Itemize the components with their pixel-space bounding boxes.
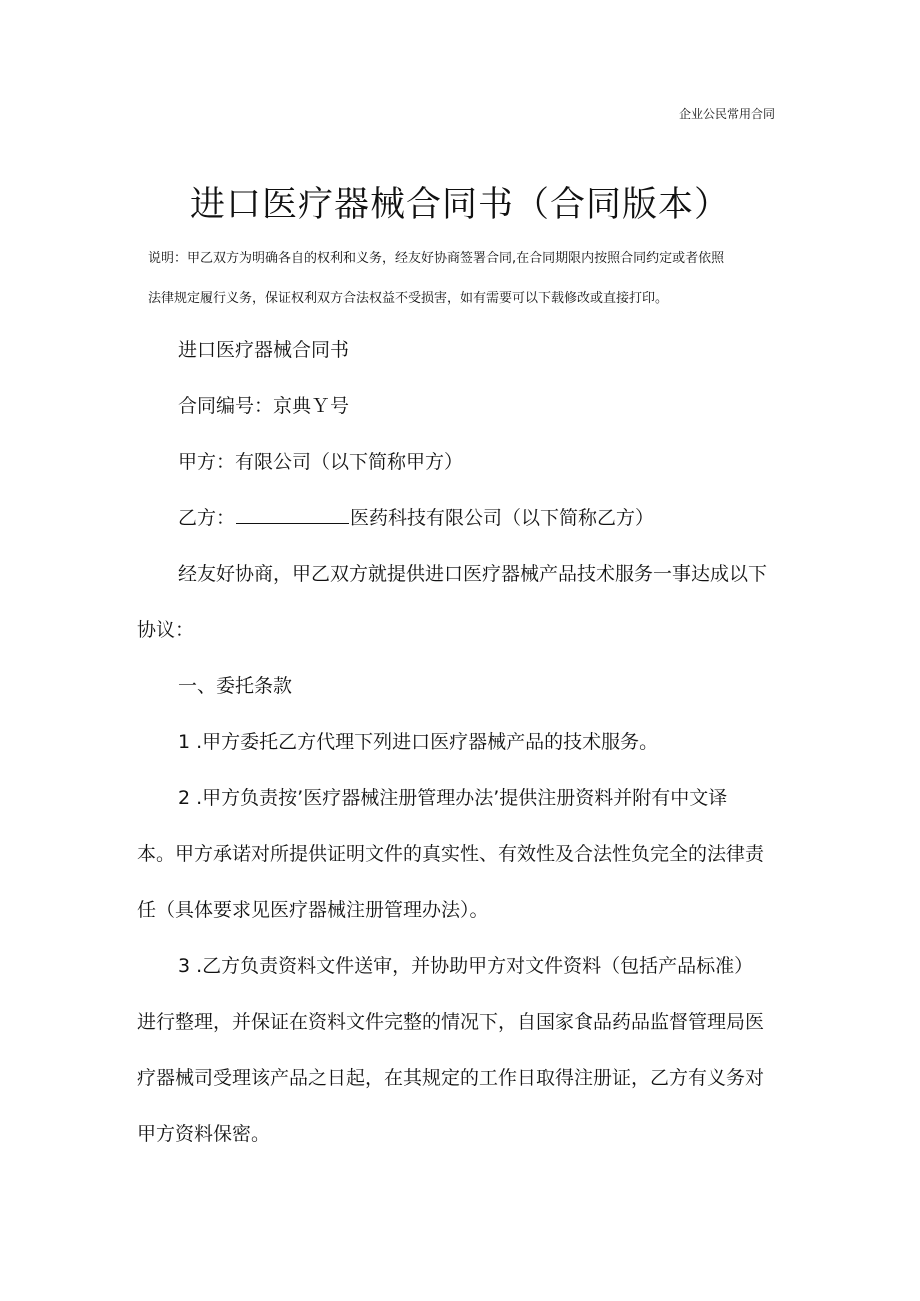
party-b-blank-field <box>236 505 349 524</box>
clause-3-line-3: 疗器械司受理该产品之日起，在其规定的工作日取得注册证，乙方有义务对 <box>137 1067 765 1089</box>
party-b-suffix: 医药科技有限公司（以下简称乙方） <box>350 507 655 529</box>
party-b-prefix: 乙方： <box>178 507 236 529</box>
clause-2-line-1: 2 .甲方负责按’医疗器械注册管理办法’提供注册资料并附有中文译 <box>178 787 728 809</box>
intro-line-1: 经友好协商，甲乙双方就提供进口医疗器械产品技术服务一事达成以下 <box>178 563 768 585</box>
clause-2-line-2: 本。甲方承诺对所提供证明文件的真实性、有效性及合法性负完全的法律责 <box>137 843 765 865</box>
note-line-1: 说明：甲乙双方为明确各自的权利和义务，经友好协商签署合同,在合同期限内按照合同约定或者依照 <box>148 251 725 266</box>
contract-name: 进口医疗器械合同书 <box>178 339 350 361</box>
clause-1: 1 .甲方委托乙方代理下列进口医疗器械产品的技术服务。 <box>178 731 659 753</box>
clause-3-line-4: 甲方资料保密。 <box>137 1123 271 1145</box>
contract-number: 合同编号：京典Ｙ号 <box>178 395 350 417</box>
note-line-2: 法律规定履行义务，保证权利双方合法权益不受损害，如有需要可以下载修改或直接打印。 <box>148 291 669 306</box>
clause-3-line-1: 3 .乙方负责资料文件送审，并协助甲方对文件资料（包括产品标准） <box>178 955 754 977</box>
party-b <box>178 505 654 531</box>
document-title: 进口医疗器械合同书（合同版本） <box>189 185 730 225</box>
section-1-heading: 一、委托条款 <box>178 675 293 697</box>
header-tag: 企业公民常用合同 <box>679 107 776 121</box>
intro-line-2: 协议： <box>137 619 195 641</box>
party-a: 甲方：有限公司（以下简称甲方） <box>178 451 464 473</box>
clause-2-line-3: 任（具体要求见医疗器械注册管理办法）。 <box>137 899 489 921</box>
clause-3-line-2: 进行整理，并保证在资料文件完整的情况下，自国家食品药品监督管理局医 <box>137 1011 765 1033</box>
